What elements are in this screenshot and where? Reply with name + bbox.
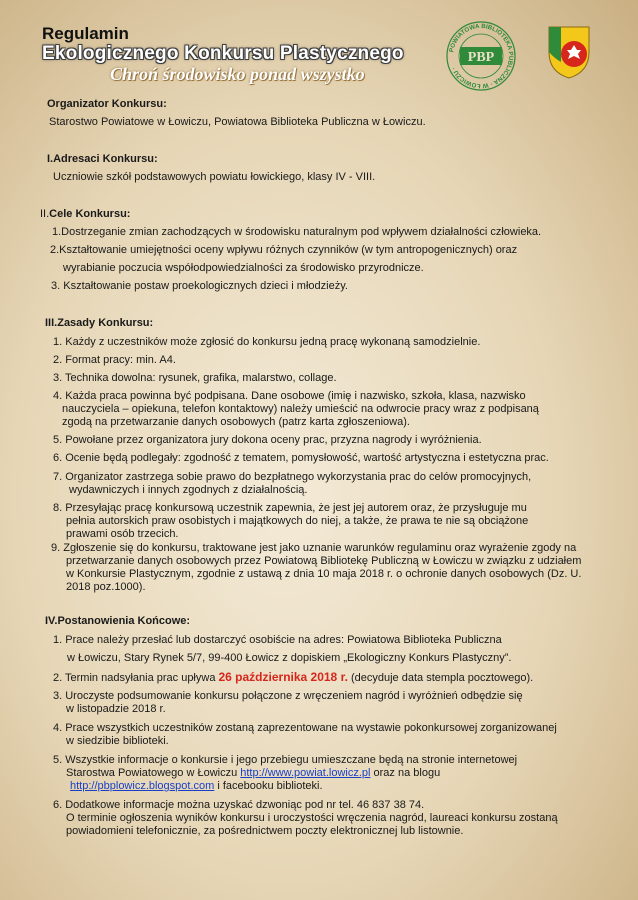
library-logo — [445, 20, 517, 92]
deadline-date: 26 października 2018 r. — [218, 670, 348, 684]
final-item-cont: O terminie ogłoszenia wyników konkursu i uroczystości wręczenia nagród, laureaci konkursu zostaną — [66, 812, 558, 824]
rule-item-cont: zgodą na przetwarzanie danych osobowych (patrz karta zgłoszeniowa). — [62, 416, 410, 428]
rule-item: 2. Format pracy: min. A4. — [53, 354, 176, 366]
rules-heading: III.Zasady Konkursu: — [45, 317, 154, 329]
goal-item: 2.Kształtowanie umiejętności oceny wpływu różnych czynników (w tym antropogenicznych) oraz — [50, 244, 518, 256]
contest-slogan: Chroń środowisko ponad wszystko — [110, 64, 365, 84]
rule-item: 4. Każda praca powinna być podpisana. Dane osobowe (imię i nazwisko, szkoła, klasa, nazwisko — [53, 390, 526, 402]
final-item: 5. Wszystkie informacje o konkursie i jego przebiegu umieszczane będą na stronie internetowej — [53, 754, 518, 766]
addressees-heading: I.Adresaci Konkursu: — [47, 153, 158, 165]
final-item-cont: powiadomieni telefonicznie, za pośrednictwem poczty elektronicznej lub listownie. — [66, 825, 464, 837]
final-item: 1. Prace należy przesłać lub dostarczyć osobiście na adres: Powiatowa Biblioteka Publiczna — [53, 634, 502, 646]
rule-item: 1. Każdy z uczestników może zgłosić do konkursu jedną pracę wykonaną samodzielnie. — [53, 336, 481, 348]
organizer-text: Starostwo Powiatowe w Łowiczu, Powiatowa Biblioteka Publiczna w Łowiczu. — [49, 116, 426, 128]
document-title: Regulamin — [42, 24, 129, 43]
final-item-cont: w listopadzie 2018 r. — [66, 703, 166, 715]
final-item-cont: w Łowiczu, Stary Rynek 5/7, 99-400 Łowicz z dopiskiem „Ekologiczny Konkurs Plastyczny”. — [67, 652, 512, 664]
rule-item: 8. Przesyłając pracę konkursową uczestnik zapewnia, że jest jej autorem oraz, że przysługuje mu — [53, 502, 527, 514]
rule-item: 5. Powołane przez organizatora jury dokona oceny prac, przyzna nagrody i wyróżnienia. — [53, 434, 482, 446]
county-crest-icon — [546, 24, 592, 80]
final-item-cont: w siedzibie biblioteki. — [66, 735, 169, 747]
organizer-heading: Organizator Konkursu: — [47, 98, 167, 110]
final-item-cont: Starostwa Powiatowego w Łowiczu http://www.powiat.lowicz.pl oraz na blogu — [66, 767, 441, 779]
goal-item: 1.Dostrzeganie zmian zachodzących w środowisku naturalnym pod wpływem działalności człowieka. — [52, 226, 542, 238]
addressees-text: Uczniowie szkół podstawowych powiatu łowickiego, klasy IV - VIII. — [53, 171, 376, 183]
rule-item-cont: 2018 poz.1000). — [66, 581, 146, 593]
final-heading: IV.Postanowienia Końcowe: — [45, 615, 191, 627]
final-item-deadline: 2. Termin nadsyłania prac upływa 26 października 2018 r. (decyduje data stempla pocztowego). — [53, 670, 534, 684]
rule-item: 9. Zgłoszenie się do konkursu, traktowane jest jako uznanie warunków regulaminu oraz wyrażenie zgody na — [51, 542, 577, 554]
goal-item-cont: wyrabianie poczucia współodpowiedzialności za środowisko przyrodnicze. — [63, 262, 424, 274]
rule-item: 3. Technika dowolna: rysunek, grafika, malarstwo, collage. — [53, 372, 337, 384]
rule-item-cont: wydawniczych i innych zgodnych z działalnością. — [69, 484, 308, 496]
rule-item: 6. Ocenie będą podlegały: zgodność z tematem, pomysłowość, wartość artystyczna i estetyczna prac. — [53, 452, 549, 464]
county-website-link[interactable]: http://www.powiat.lowicz.pl — [240, 767, 371, 779]
rule-item: 7. Organizator zastrzega sobie prawo do bezpłatnego wykorzystania prac do celów promocyjnych, — [53, 471, 532, 483]
final-item: 3. Uroczyste podsumowanie konkursu połączone z wręczeniem nagród i wyróżnień odbędzie się — [53, 690, 523, 702]
goals-heading: II.Cele Konkursu: — [40, 208, 131, 220]
library-logo-letters: PBP — [467, 50, 495, 65]
final-item: 6. Dodatkowe informacje można uzyskać dzwoniąc pod nr tel. 46 837 38 74. — [53, 799, 425, 811]
goal-item: 3. Kształtowanie postaw proekologicznych dzieci i młodzieży. — [51, 280, 348, 292]
contest-name: Ekologicznego Konkursu Plastycznego — [42, 43, 404, 64]
rule-item-cont: nauczyciela – opiekuna, telefon kontaktowy) należy umieścić na odwrocie pracy wraz z podpisaną — [62, 403, 539, 415]
rule-item-cont: w Konkursie Plastycznym, zgodnie z ustawą z dnia 10 maja 2018 r. o ochronie danych osobowych (Dz. U. — [66, 568, 582, 580]
library-logo-ring-text: POWIATOWA BIBLIOTEKA PUBLICZNA · W ŁOWICZU · — [448, 22, 515, 90]
library-blog-link[interactable]: http://pbplowicz.blogspot.com — [70, 780, 215, 792]
final-item: 4. Prace wszystkich uczestników zostaną zaprezentowane na wystawie pokonkursowej zorganizowanej — [53, 722, 557, 734]
final-item-cont: http://pbplowicz.blogspot.com i facebooku biblioteki. — [70, 780, 323, 792]
rule-item-cont: prawami osób trzecich. — [66, 528, 179, 540]
rule-item-cont: pełnia autorskich praw osobistych i majątkowych do niej, a także, że prawa te nie są obciążone — [66, 515, 529, 527]
rule-item-cont: przetwarzanie danych osobowych przez Powiatową Bibliotekę Publiczną w Łowiczu w związku z udziałem — [66, 555, 582, 567]
